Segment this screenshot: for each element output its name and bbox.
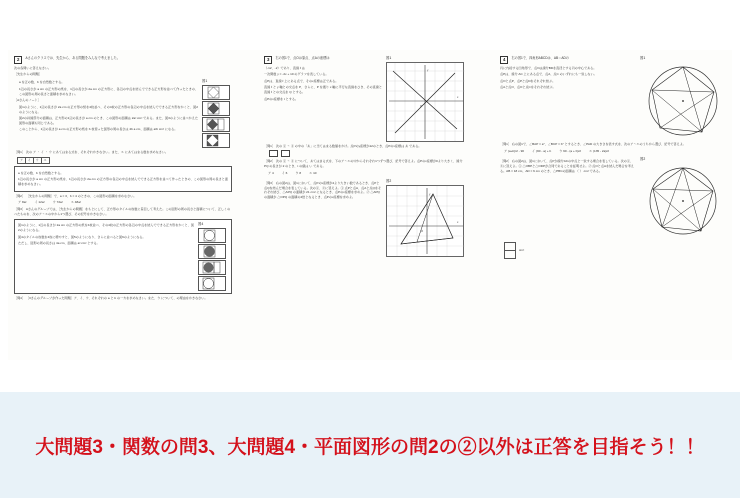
problem-line: 円に内接する四角形で、点Oは線分BDを直径とする円の中心である。	[500, 65, 597, 70]
question-3	[264, 181, 382, 201]
problem-line: 直線 ℓ と y 軸との交点を P、さらに、P を通り x 軸に平行な直線をひき、その直線と直線 ℓ との交点を Q とする。	[264, 85, 382, 95]
choice-c[interactable]: ウ 90 - (a + b)/2	[559, 149, 581, 154]
problem-line: 点Pは、直線 ℓ 上にある点で、そのx座標は正である。	[264, 78, 339, 83]
question-text: 次の ア ・ イ ・ ウ にあてはまる式を、それぞれかきなさい。また、エ にあてはまる数を求めなさい。	[25, 149, 169, 154]
question-text: 右の図1で、∠BAP = a°、∠BCP = b° とするとき、∠PAD の大きさを表す式を、次のア～エのうちから選び、記号で答えよ。	[511, 142, 686, 147]
choice-a[interactable]: ア (a+b)/2 - 90	[504, 149, 525, 154]
choice-d[interactable]: エ 48a²	[70, 200, 81, 205]
figure-label: 図1	[202, 78, 208, 83]
figure-label: 図1	[640, 56, 646, 60]
choice-b[interactable]: イ 6	[281, 170, 288, 175]
question-2	[500, 159, 636, 174]
problem-number: 2	[14, 56, 22, 64]
question-label: ［問3］	[264, 180, 276, 185]
choice-d[interactable]: エ 10	[309, 170, 317, 175]
problem-4-header	[500, 56, 636, 64]
figure-label: 図4	[198, 221, 204, 226]
svg-text:y: y	[429, 192, 431, 196]
sheet-bottom-margin	[0, 360, 740, 392]
choice-b[interactable]: イ (90 - a) + b	[532, 149, 552, 154]
sheet-right-margin	[732, 0, 740, 392]
question-4	[14, 296, 232, 301]
problem-intro: 右の図1で、点Oは原点、点Aの座標は	[275, 56, 330, 60]
question-2	[264, 159, 464, 169]
svg-text:x: x	[457, 220, 459, 224]
figure-label: 図2	[640, 156, 646, 161]
problem-line: 図2の斜線部分の面積は、正方形の1辺の長さが a cm のとき、この図形の面積は 2a² cm² である。また、図3のように並べかえた図形の面積も同じである。	[19, 115, 198, 125]
cell-a: ア	[18, 157, 26, 163]
denominator-cell[interactable]	[505, 250, 516, 258]
problem-line: a を正の数、b を自然数とする。	[19, 80, 65, 85]
answer-unit: cm²	[519, 247, 525, 252]
question-text: Aさんのグループでは、［先生からの問題］をもとにして、正方形のタイルの枚数に着目して考えた。この図形の周の長さと面積について、正しくのべたものを、次のア～エの中から1つ選び、その記号をかきなさい。	[14, 207, 231, 217]
question-label: ［問1］	[264, 144, 276, 149]
choice-row-1	[18, 200, 232, 205]
problem-line: 点Pは、線分 AC 上にある点で、点A、点C のいずれにも一致しない。	[500, 72, 597, 77]
cell-c: ウ	[33, 157, 41, 163]
cell-b: イ	[25, 157, 33, 163]
question-1	[500, 142, 726, 147]
problem-line: 1辺の長さが a cm の正方形の紙を、1辺の長さが 2a cm の正方形の各辺の中点を結んでできる正方形を並べて作ったときの、この図形の周の長さと面積を求めなさい。	[18, 177, 228, 187]
svg-text:O: O	[421, 229, 424, 233]
figure-strip-top	[202, 79, 232, 148]
question-text: 次の ① ～ ③ の中の「あ」に当てはまる数値をかけ。点Pのy座標が12のとき、点Pのx座標は あ である。	[275, 144, 422, 149]
figure-2-circle	[640, 163, 726, 239]
problem-line: 一次関数 y = -2x + 10 のグラフを表している。	[264, 72, 329, 77]
figure-2-wrap	[640, 157, 726, 239]
problem-2-teacher-box	[14, 166, 232, 191]
problem-line: 1辺の長さが a cm の正方形の紙を、1辺の長さが 2a cm の正方形に、各辺の中点を結んでできる正方形を並べて作ったときの、この図形の周の長さと面積を求めなさい。	[19, 86, 198, 96]
question-label: ［問3］	[14, 207, 26, 212]
problem-2-group-box	[14, 219, 232, 294]
answer-table-1	[17, 157, 50, 164]
figure-label: 図1	[386, 56, 392, 60]
question-label: ［問2］	[500, 158, 512, 163]
figure-1-wrap	[640, 56, 726, 140]
exam-column-1	[14, 56, 232, 356]
question-text: ［3さんのグループが作った問題］ア、イ、ウ、それぞれの a と b の一方を求めなさい。また、ウ について、の理由をかきなさい。	[25, 296, 208, 301]
problem-line: 図1のように、1辺の長さが 2a cm の正方形の紙を4枚並べ、その4枚の正方形の各辺の中点を結んでできる正方形をかくと、図2のようになる。	[18, 223, 194, 233]
question-text: 次の ① ～ ③ について、あてはまる式を、下のア～エの中からそれぞれ1つずつ選び、記号で答えよ。点Pのx座標が0より大きく、線分 PQ の長さが 2 のとき、t の値は い である。	[264, 159, 463, 168]
figure-2-wrap	[386, 179, 464, 257]
figure-1-graph	[386, 62, 464, 142]
problem-3-header	[264, 56, 382, 64]
svg-text:O: O	[420, 105, 423, 109]
problem-number: 3	[264, 56, 272, 64]
question-text: ［先生からの問題］で、a = 3、b = 4 のときの、この図形の面積を求めなさい。	[25, 193, 137, 198]
figure-pattern-3	[202, 117, 230, 132]
figure-1-circle	[640, 62, 726, 140]
question-2	[14, 194, 232, 199]
problem-line: このことから、1辺の長さが a cm の正方形の紙を b 枚使った図形の周の長さは 4b a cm、面積は a²b cm² になる。	[19, 127, 178, 132]
choice-row-2	[268, 171, 464, 176]
figure-pattern-6	[198, 244, 226, 259]
caption-text: 大問題3・関数の問3、大問題4・平面図形の問2の②以外は正答を目指そう！！	[35, 436, 705, 458]
problem-line: ただし、図形の周の長さは 4a cm、面積は a² cm² とする。	[18, 241, 100, 246]
problem-line: a を正の数、b を自然数とする。	[18, 170, 64, 175]
choice-a[interactable]: ア 8a²	[18, 200, 27, 205]
question-text: 右の図2は、図1において、点Pのx座標が4より大きい数であるとき、点Pと点Qを結んだ場合を表している。次の①、②に答えよ。① 点Pと点A、点Aと点Qをそれぞれ結び、△APQ の面積が 21 cm² になるとき、点Pのx座標を求めよ。② △APQ の面積が △OPQ の面積の2倍となるとき、点Pのx座標を求めよ。	[264, 180, 382, 200]
problem-number: 4	[500, 56, 508, 64]
question-1	[264, 144, 464, 149]
problem-line: 点Pのx座標を t とする。	[264, 96, 299, 101]
figure-pattern-5	[198, 228, 226, 243]
problem-intro: 右の図1で、四角形ABCDは、AB＝ADの	[511, 56, 569, 60]
figure-pattern-4	[202, 133, 230, 148]
answer-box[interactable]	[281, 150, 290, 157]
choice-row-3	[504, 149, 726, 154]
choice-c[interactable]: ウ 72a²	[52, 200, 63, 205]
exam-sheet-columns	[14, 56, 726, 356]
question-label: ［問1］	[14, 149, 26, 154]
sheet-top-margin	[0, 0, 740, 50]
problem-line: （-12、-2）であり、直線 ℓ は	[264, 65, 305, 70]
question-text: 右の図2は、図1において、点Pが線分ACの中点と一致する場合を表している。次の①、②に答えよ。① △OBPと△ODPが合同であることを証明せよ。② 点Oと点Aを結んだ場合を考える。AB = 18 cm、AD = 6 cm のとき、△PBCの面積は （ ） cm² である。	[500, 158, 634, 173]
choice-d[interactable]: エ (135 - 2a)/2	[588, 149, 609, 154]
sheet-left-margin	[0, 0, 8, 392]
question-label: ［問2］	[14, 193, 26, 198]
problem-2-header	[14, 56, 232, 64]
problem-line: ［Aさんのノート］	[14, 98, 41, 103]
problem-line: 次の各問いに答えなさい。	[14, 65, 52, 70]
question-3	[14, 207, 232, 217]
question-label: ［問1］	[500, 142, 512, 147]
question-1	[14, 150, 232, 155]
figure-pattern-2	[202, 101, 230, 116]
figure-strip-bottom	[198, 222, 228, 291]
caption-banner	[0, 392, 740, 498]
numerator-cell[interactable]	[505, 242, 516, 250]
figure-pattern-8	[198, 276, 226, 291]
problem-line: 点Aと点O、点Oと点Cをそれぞれ結ぶ。	[500, 85, 556, 90]
figure-2-graph	[386, 185, 464, 257]
problem-line: ［先生からの問題］	[14, 72, 42, 77]
question-label: ［問4］	[14, 296, 26, 301]
problem-line: 図1のように、1辺の長さが 2a cm の正方形の紙を4枚並べ、その4枚の正方形の各辺の中点を結んでできる正方形をかくと、図2のようになる。	[19, 104, 198, 114]
figure-pattern-7	[198, 260, 226, 275]
exam-column-3	[500, 56, 726, 356]
answer-box[interactable]	[269, 150, 278, 157]
figure-1-wrap	[386, 56, 464, 142]
choice-a[interactable]: ア 4	[268, 170, 274, 175]
figure-label: 図2	[386, 178, 392, 183]
svg-text:y: y	[427, 69, 429, 73]
choice-c[interactable]: ウ 8	[295, 170, 302, 175]
choice-b[interactable]: イ 12a²	[34, 200, 45, 205]
problem-intro: Aさんのクラスでは、先生から、ある問題をみんなで考えました。	[25, 56, 120, 60]
question-label: ［問2］	[264, 159, 276, 164]
svg-text:x: x	[457, 96, 459, 100]
answer-fraction-box[interactable]	[504, 242, 516, 259]
figure-pattern-1	[202, 85, 230, 100]
problem-line: 点Oと点P、点Pと点Dをそれぞれ結ぶ。	[500, 78, 556, 83]
exam-column-2	[264, 56, 464, 356]
problem-line: 図4のタイルの枚数を4枚に増やすと、図5のようになり、さらに並べると図6のようになる。	[18, 234, 146, 239]
cell-d: エ	[41, 157, 49, 163]
answer-fraction-row	[504, 242, 726, 259]
answer-slot-1	[268, 150, 464, 157]
